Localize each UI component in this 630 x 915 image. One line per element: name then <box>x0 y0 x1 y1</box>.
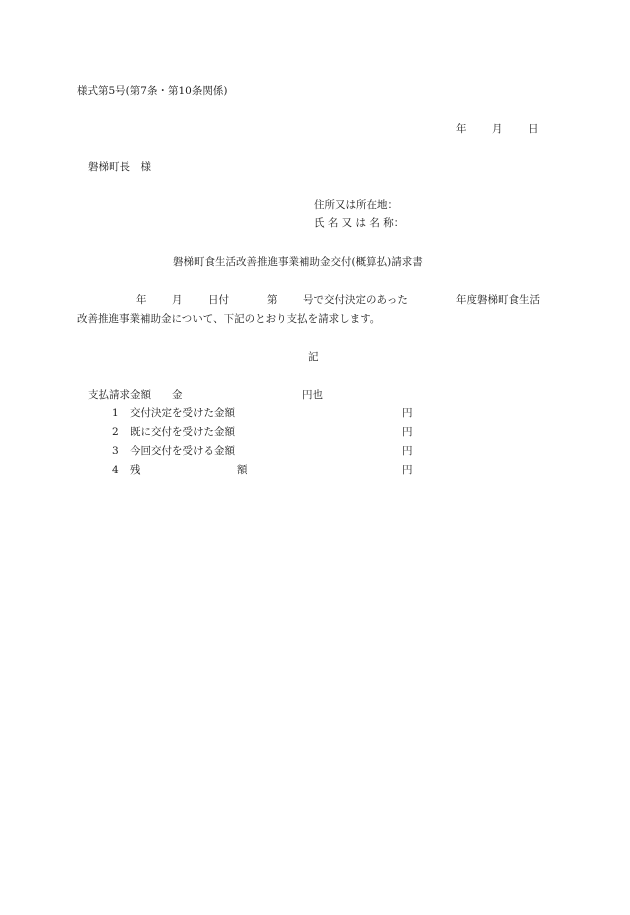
claim-label: 支払請求金額 <box>88 389 151 401</box>
ki-heading: 記 <box>308 351 319 363</box>
body-line-2: 改善推進事業補助金について、下記のとおり支払を請求します。 <box>77 313 381 325</box>
item-4-label-b: 額 <box>237 464 248 476</box>
item-1-unit: 円 <box>402 407 413 419</box>
claim-kin: 金 <box>172 389 183 401</box>
body-number-suffix: 号で交付決定のあった <box>303 294 408 306</box>
name-label: 氏 名 又 は 名 称： <box>314 217 405 229</box>
item-1-num: 1 <box>112 407 119 419</box>
body-fiscal-year-suffix: 年度磐梯町食生活 <box>456 294 540 306</box>
item-2-num: 2 <box>112 426 119 438</box>
item-1-label: 交付決定を受けた金額 <box>130 407 235 419</box>
item-2-unit: 円 <box>402 426 413 438</box>
item-3-num: 3 <box>112 445 119 457</box>
address-label: 住所又は所在地： <box>314 199 398 211</box>
claim-unit: 円也 <box>302 389 323 401</box>
item-4-num: 4 <box>112 464 119 476</box>
item-4-unit: 円 <box>402 464 413 476</box>
body-month: 月 <box>172 294 183 306</box>
document-title: 磐梯町食生活改善推進事業補助金交付(概算払)請求書 <box>173 256 423 268</box>
item-3-label: 今回交付を受ける金額 <box>130 445 235 457</box>
item-2-label: 既に交付を受けた金額 <box>130 426 235 438</box>
item-3-unit: 円 <box>402 445 413 457</box>
form-number: 様式第5号(第7条・第10条関係) <box>77 85 228 97</box>
date-year-label: 年 <box>456 123 467 135</box>
item-4-label-a: 残 <box>130 464 141 476</box>
body-number-prefix: 第 <box>267 294 278 306</box>
body-day-suffix: 日付 <box>208 294 229 306</box>
date-month-label: 月 <box>492 123 503 135</box>
date-day-label: 日 <box>528 123 539 135</box>
recipient: 磐梯町長 様 <box>88 161 151 173</box>
body-year: 年 <box>136 294 147 306</box>
